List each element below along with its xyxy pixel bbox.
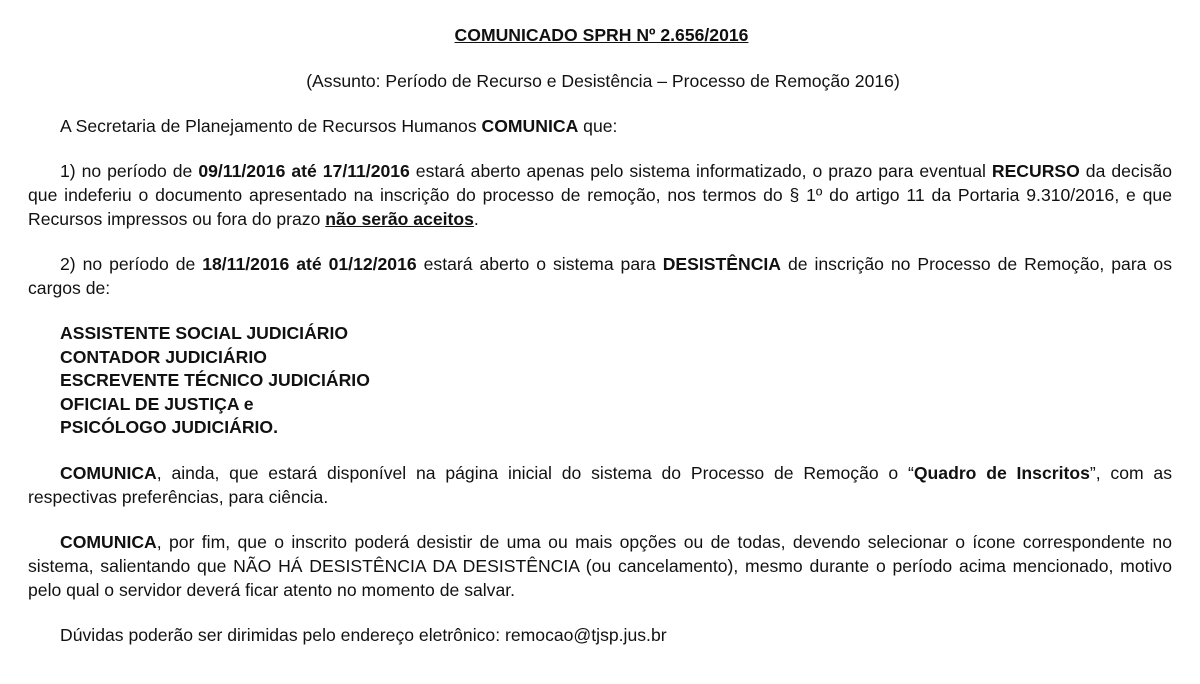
paragraph-4	[28, 530, 1172, 602]
item-1-text-d: .	[473, 209, 479, 229]
paragraph-3-text-a: , ainda, que estará disponível na página inicial do sistema do Processo de Remoção o “	[156, 462, 914, 483]
intro-verb: COMUNICA	[481, 116, 579, 136]
item-1-text-c: da decisão que indeferiu o documento apresentado na inscrição do processo de remoção, nos termos do § 1º do artigo 11 da Portaria 9.310/2016, e que Recursos impressos ou fora do prazo	[28, 161, 1172, 229]
paragraph-4-text: , por fim, que o inscrito poderá desistir de uma ou mais opções ou de todas, devendo selecionar o ícone correspondente no sistema, salientando que NÃO HÁ DESISTÊNCIA DA DESISTÊNCIA (ou cancelamento), mesmo durante o período acima mencionado, motivo pelo qual o servidor deverá ficar atento no momento de salvar.	[28, 531, 1172, 600]
contact-paragraph	[28, 623, 1172, 647]
contact-email: remocao@tjsp.jus.br	[504, 624, 667, 645]
paragraph-3-verb: COMUNICA	[60, 462, 157, 483]
role-item: ASSISTENTE SOCIAL JUDICIÁRIO	[60, 323, 349, 343]
roles-list	[28, 322, 1172, 440]
role-item: PSICÓLOGO JUDICIÁRIO.	[60, 417, 278, 438]
subject-text: (Assunto: Período de Recurso e Desistência – Processo de Remoção 2016)	[306, 71, 900, 91]
role-item: CONTADOR JUDICIÁRIO	[60, 346, 267, 367]
document-title: COMUNICADO SPRH Nº 2.656/2016	[454, 25, 749, 45]
role-item: ESCREVENTE TÉCNICO JUDICIÁRIO	[60, 370, 370, 391]
intro-lead: A Secretaria de Planejamento de Recursos Humanos	[60, 116, 482, 136]
item-2-text-c: de inscrição no Processo de Remoção, para os cargos de:	[28, 254, 1172, 298]
paragraph-3	[28, 461, 1172, 509]
document-subject	[28, 69, 1172, 93]
intro-paragraph	[28, 114, 1172, 138]
role-item: OFICIAL DE JUSTIÇA e	[60, 393, 254, 414]
paragraph-3-highlight: Quadro de Inscritos	[913, 462, 1090, 483]
item-1-text-a: 1) no período de	[60, 161, 199, 181]
item-1-emphasis: não serão aceitos	[325, 209, 474, 229]
item-1-text-b: estará aberto apenas pelo sistema informatizado, o prazo para eventual	[409, 161, 992, 181]
item-1-paragraph	[28, 159, 1172, 231]
intro-tail: que:	[578, 116, 618, 136]
paragraph-3-text-b: ”, com as respectivas preferências, para ciência.	[28, 462, 1172, 507]
item-1-keyword: RECURSO	[991, 161, 1080, 181]
contact-text: Dúvidas poderão ser dirimidas pelo endereço eletrônico:	[60, 624, 505, 645]
item-2-paragraph	[28, 252, 1172, 300]
item-2-text-b: estará aberto o sistema para	[416, 254, 663, 274]
item-2-keyword: DESISTÊNCIA	[662, 254, 782, 274]
item-2-text-a: 2) no período de	[60, 254, 203, 274]
paragraph-4-verb: COMUNICA	[60, 531, 157, 552]
item-1-dates: 09/11/2016 até 17/11/2016	[198, 161, 410, 181]
item-2-dates: 18/11/2016 até 01/12/2016	[202, 254, 417, 274]
